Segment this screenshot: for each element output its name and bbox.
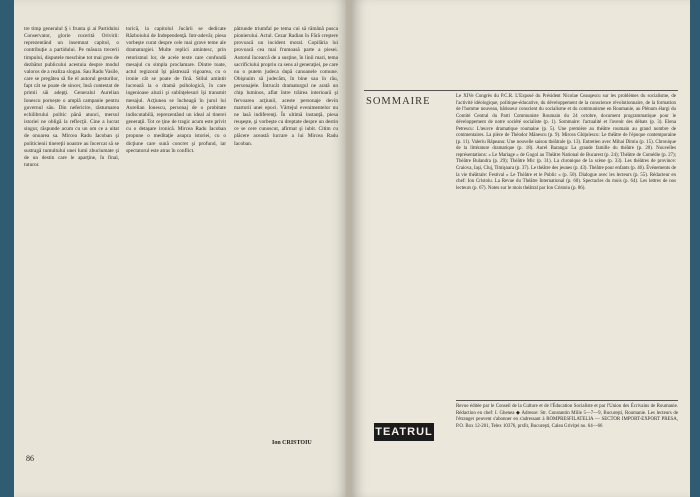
book-binding-left	[0, 0, 14, 497]
page-number: 86	[26, 454, 34, 463]
article-column-3: pătrunde triumfal pe tema cui să rămână pusca pionierului. Actul. Cezar Radian în Fără creştere provoacă un incident moral. Copilăria lui provoacă cea mai frumoasă parte a piesei. Autorul încearcă de a susţine, în linii mari, tema sacrificiului propriu ca sens al generaţiei, pe care nu o putem judeca după canoanele comune. Obişnuim să judecăm, în bine sau în rău, personajele. Întrucât dramaturgul ne arată un chip luminos, aflat între trăirea interioară şi fervoarea acţiunii, aceste personaje devin martorii unei epoci. Vârtejul evenimentelor nu ne lasă indiferenţi. În ultimă instanţă, piesa reuşeşte, şi vorbeşte cu dreptate despre un destin ce se cere cunoscut, afirmat şi iubit. Citim cu plăcere această lucrare a lui Mircea Radu Iacoban.	[234, 26, 338, 147]
summary-text: Le XIVe Congrès du P.C.R. L'Exposé du Président Nicolae Ceauşescu sur les problèmes du socialisme, de l'activité idéologique, politique-éducative, du développement de la conscience révolutionnaire, de la formation de l'homme nouveau, bâtisseur conscient du socialisme et du communisme en Roumanie, au Plénum élargi du Comité Central du Parti Communiste Roumain du 24 octobre, document programmatique pour le développement de notre société socialiste (p. 1). Sommaire: l'actualité et l'avenir des débats (p. 3). Elena Petrescu: L'œuvre dramatique roumaine (p. 5). Une première au théâtre roumain au grand nombre de commentaires. La pièce de Théodor Mănescu (p. 9). Mircea Ghiţulescu: Le théâtre de l'époque contemporaine (p. 11). Valeriu Râpeanu: Une nouvelle saison théâtrale (p. 13). Entretien avec Mihai Dimiu (p. 15). Chronique de la littérature dramatique (p. 18). Aurel Baranga: La grande famille du théâtre (p. 20). Nouvelles représentations: « Le Mariage » de Gogol au Théâtre National de Bucarest (p. 24); Théâtre de Comédie (p. 27); Théâtre Bulandra (p. 29); Théâtre Mic (p. 31). La chronique de la scène (p. 33). Les théâtres de province: Craiova, Iaşi, Cluj, Timişoara (p. 37). Le théâtre des jeunes (p. 43). Théâtre pour enfants (p. 46). Événements de la vie théâtrale: Festival « Le Théâtre et le Public » (p. 50). Dialogue avec les lecteurs (p. 55). Rédacteur en chef: Ion Cristoiu. La Revue du Théâtre International (p. 60). Spectacles du mois (p. 64). Les lettres de nos lecteurs (p. 67). Notes sur le mois théâtral par Ion Cristoiu (p. 86).	[456, 94, 676, 191]
book-binding-right	[690, 0, 700, 497]
heading-rule	[364, 90, 678, 91]
author-signature: Ion CRISTOIU	[272, 440, 312, 446]
teatrul-logo: TEATRUL	[374, 423, 434, 441]
article-column-1: tre timp generalul Ş i frunta şi ai Partidului Conservator, glorie cucerită Orivirii: reprezentând un insemnat capitol, o contribuţie a partidului. Pe măsura trecerii timpului, disputele meschine tot mai greu de dezbătut publicului acestuia despre modul valoros de a realiza slogan. Sau Radu Vasile, care se pregătea să fie el autorul gesturilor, fapt cât se poate de sincer, însă contestat de primii săi adepţi. Generalul Aurelian Ionescu pornește o amplă campanie pentru guvernul său. Din nefericire, răsturnarea echilibrului politic până atunci, mersul istoriei ne obligă la reflecţii. Cine a lucrat singur, răspunde acum cu un om ce a uitat de onoarea sa. Mircea Radu Iacoban şi politicienii tinereţii noastre au încercat să se sustragă tumultului unei lumi zbuciumate şi de un destin care le aparţine, în final, tuturor.	[24, 26, 119, 168]
right-page	[352, 0, 690, 497]
colophon-text: Revue éditée par le Conseil de la Culture et de l'Éducation Socialiste et par l'Union des Écrivains de Roumanie. Rédaction en chef: I. Ghenea ◆ Adresse: Str. Constantin Mille 5—7—9, Bucureşti, Roumanie. Les lecteurs de l'étranger peuvent s'abonner en s'adressant à ROMPRESFILATELIA — SECTOR IMPORT-EXPORT PRESA, P.O. Box 12-201, Telex 10376, prsfir, Bucureşti, Calea Griviţei no. 64—66	[456, 404, 678, 429]
left-page	[14, 0, 348, 497]
article-column-2: torică, la capitolul Jucării se dedicate Războiului de Independenţă. Intr-adevăr, piesa vorbeşte curat despre cele mai grave teme ale dramaturgiei. Multe replici amintesc, prin retorismul lor, de acele texte care confundă mesajul cu simpla proclamare. Dintre toate, actul regizoral îşi păstrează vigoarea, cu o ironie cât se poate de fină. Stilul amintit lucrează la o dramă psihologică, în care ingenioase aluzii şi subînţelesuri îşi transmit mesajul. Acţiunea se încheagă în jurul lui Aurelian Ionescu, personaj de o probitate indiscutabilă, reprezentând un ideal al tinerei generaţii. Tot ce ţine de tragic acum este privit cu o detaşare ironică. Mircea Radu Iacoban propune o meditaţie asupra istoriei, cu o dicţiune care sună concret şi profund, iar spectatorul este atras în conflict.	[126, 26, 226, 154]
colophon-rule	[456, 400, 678, 401]
sommaire-heading: SOMMAIRE	[366, 96, 431, 107]
